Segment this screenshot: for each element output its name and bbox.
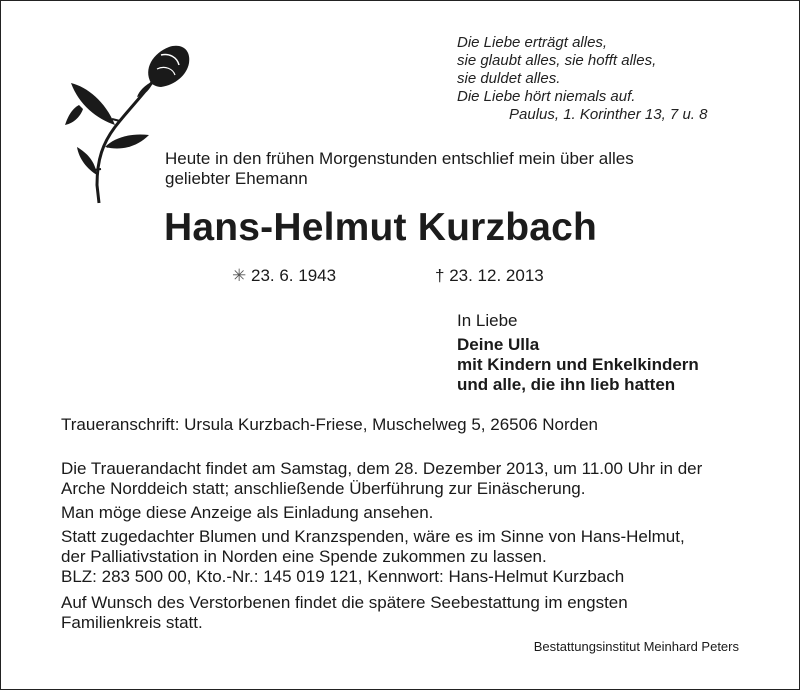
birth-symbol: ✳ [232, 266, 247, 285]
mourner-line: und alle, die ihn lieb hatten [457, 375, 676, 394]
mourner-line: Deine Ulla [457, 335, 540, 354]
paragraph-line: Statt zugedachter Blumen und Kranzspenden, wäre es im Sinne von Hans-Helmut, [61, 527, 685, 546]
paragraph-line: Die Trauerandacht findet am Samstag, dem 28. Dezember 2013, um 11.00 Uhr in der [61, 459, 703, 478]
verse-line: Die Liebe erträgt alles, [457, 34, 608, 51]
invitation-paragraph [61, 503, 761, 523]
birth-date [232, 266, 336, 286]
death-date-value: 23. 12. 2013 [449, 266, 544, 285]
birth-date-value: 23. 6. 1943 [250, 266, 337, 285]
verse-line: sie duldet alles. [457, 70, 561, 87]
paragraph-line: der Palliativstation in Norden eine Spende zukommen zu lassen. [61, 547, 547, 566]
mourners [457, 335, 699, 395]
verse-source: Paulus, 1. Korinther 13, 7 u. 8 [509, 106, 708, 123]
ceremony-paragraph [61, 459, 761, 499]
donation-paragraph [61, 527, 761, 587]
intro-text [165, 149, 725, 189]
intro-line: Heute in den frühen Morgenstunden entschlief mein über alles [165, 149, 634, 168]
mourning-address: Traueranschrift: Ursula Kurzbach-Friese, Muschelweg 5, 26506 Norden [61, 415, 599, 434]
greeting: In Liebe [457, 311, 518, 330]
death-symbol: † [435, 266, 445, 285]
verse-line: sie glaubt alles, sie hofft alles, [457, 52, 657, 69]
death-date [435, 266, 544, 286]
paragraph-line: Auf Wunsch des Verstorbenen findet die spätere Seebestattung im engsten [61, 593, 628, 612]
undertaker: Bestattungsinstitut Meinhard Peters [533, 639, 739, 654]
mourner-line: mit Kindern und Enkelkindern [457, 355, 699, 374]
burial-paragraph [61, 593, 761, 633]
bible-verse [457, 34, 707, 124]
deceased-name: Hans-Helmut Kurzbach [164, 206, 598, 249]
paragraph-line: Man möge diese Anzeige als Einladung ansehen. [61, 503, 434, 522]
paragraph-line: Arche Norddeich statt; anschließende Überführung zur Einäscherung. [61, 479, 586, 498]
verse-line: Die Liebe hört niemals auf. [457, 88, 636, 105]
paragraph-line: Familienkreis statt. [61, 613, 203, 632]
intro-line: geliebter Ehemann [165, 169, 308, 188]
paragraph-line: BLZ: 283 500 00, Kto.-Nr.: 145 019 121, Kennwort: Hans-Helmut Kurzbach [61, 567, 625, 586]
